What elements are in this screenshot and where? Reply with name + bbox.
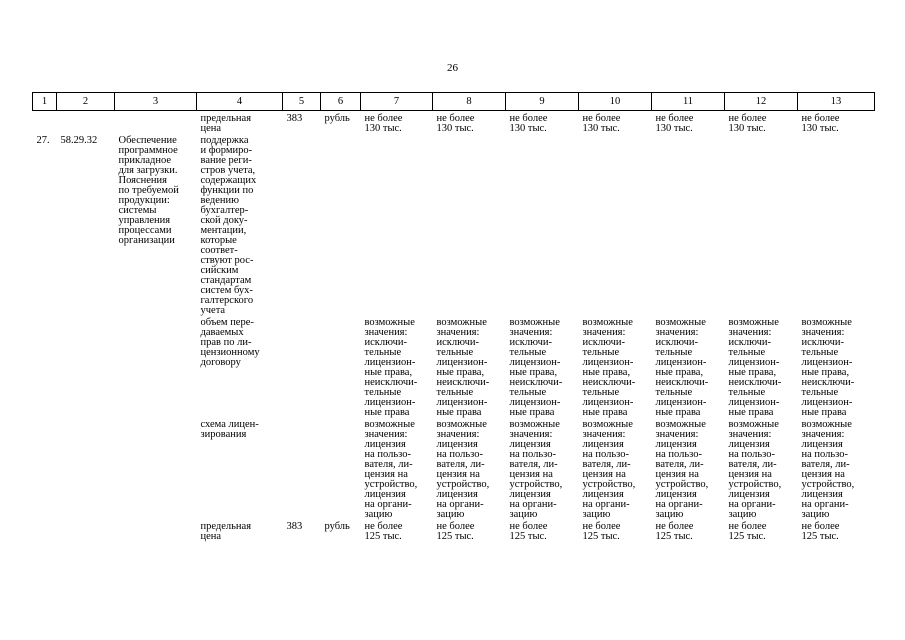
text-line: лицензия — [582, 439, 624, 450]
text-line: галтерского — [200, 295, 254, 306]
text-line: исключи- — [728, 337, 771, 348]
text-line: возможные — [509, 317, 560, 328]
text-line: неисключи- — [364, 377, 418, 388]
text-line: организации — [118, 235, 175, 246]
text-line: не более — [582, 521, 621, 532]
text-line: неисключи- — [728, 377, 782, 388]
text-line: не более — [728, 113, 767, 124]
unit-code-cell: 383 — [286, 113, 303, 124]
text-line: возможные — [655, 419, 706, 430]
text-line: прав по ли- — [200, 337, 252, 348]
text-line: возможные — [582, 419, 633, 430]
table-row — [33, 317, 875, 419]
characteristic-cell — [197, 521, 283, 543]
text-line: устройство, — [436, 479, 490, 490]
text-line: цензионному — [200, 347, 260, 358]
value-cell-col-11 — [652, 419, 725, 521]
value-cell-col-11 — [652, 521, 725, 543]
text-line: 125 тыс. — [655, 531, 693, 542]
text-line: зацию — [655, 509, 684, 520]
text-line: на органи- — [801, 499, 849, 510]
text-line: вателя, ли- — [582, 459, 631, 470]
characteristic-cell — [197, 419, 283, 521]
text-line: 125 тыс. — [364, 531, 402, 542]
text-line: вателя, ли- — [364, 459, 413, 470]
okpd-code-cell — [57, 419, 115, 521]
row-number-cell — [33, 419, 57, 521]
column-header-11: 11 — [652, 93, 725, 111]
text-line: предельная — [200, 113, 252, 124]
column-header-6: 6 — [321, 93, 361, 111]
text-line: для загрузки. — [118, 165, 178, 176]
text-line: лицензия — [801, 489, 843, 500]
text-line: значения: — [728, 429, 772, 440]
table-row — [33, 419, 875, 521]
text-line: устройство, — [582, 479, 636, 490]
header-row — [33, 93, 875, 111]
text-line: вателя, ли- — [728, 459, 777, 470]
unit-code-cell — [283, 317, 321, 419]
value-cell-col-9 — [506, 317, 579, 419]
text-line: исключи- — [509, 337, 552, 348]
okpd-code-cell: 58.29.32 — [60, 135, 98, 146]
text-line: исключи- — [364, 337, 407, 348]
text-line: не более — [801, 521, 840, 532]
text-line: на пользо- — [436, 449, 483, 460]
text-line: прикладное — [118, 155, 171, 166]
text-line: возможные — [801, 419, 852, 430]
unit-name-cell — [321, 135, 361, 317]
value-cell-col-12 — [725, 111, 798, 136]
text-line: не более — [436, 521, 475, 532]
text-line: лицензион- — [655, 357, 707, 368]
text-line: поддержка — [200, 135, 249, 146]
text-line: систем бух- — [200, 285, 253, 296]
text-line: значения: — [655, 327, 699, 338]
column-header-8: 8 — [433, 93, 506, 111]
text-line: тельные — [801, 387, 839, 398]
text-line: вание реги- — [200, 155, 252, 166]
text-line: на пользо- — [509, 449, 556, 460]
text-line: возможные — [436, 317, 487, 328]
value-cell-col-12 — [725, 135, 798, 317]
text-line: тельные — [509, 387, 547, 398]
text-line: устройство, — [364, 479, 418, 490]
text-line: значения: — [801, 429, 845, 440]
text-line: на органи- — [655, 499, 703, 510]
text-line: лицензия — [509, 489, 551, 500]
text-line: 125 тыс. — [801, 531, 839, 542]
text-line: 130 тыс. — [801, 123, 839, 134]
page-number: 26 — [447, 62, 458, 74]
text-line: не более — [801, 113, 840, 124]
text-line: неисключи- — [509, 377, 563, 388]
value-cell-col-11 — [652, 317, 725, 419]
text-line: управления — [118, 215, 171, 226]
text-line: цензия на — [364, 469, 408, 480]
column-header-1: 1 — [33, 93, 57, 111]
text-line: лицензия — [728, 439, 770, 450]
text-line: ные права — [655, 407, 701, 418]
product-name-cell — [115, 419, 197, 521]
unit-name-cell: рубль — [324, 113, 350, 124]
text-line: ные права — [436, 407, 482, 418]
text-line: лицензион- — [509, 357, 561, 368]
text-line: вателя, ли- — [655, 459, 704, 470]
column-header-9: 9 — [506, 93, 579, 111]
text-line: тельные — [364, 347, 402, 358]
text-line: которые — [200, 235, 237, 246]
text-line: лицензия — [801, 439, 843, 450]
text-line: ные права, — [509, 367, 558, 378]
text-line: на органи- — [436, 499, 484, 510]
value-cell-col-7 — [361, 135, 433, 317]
text-line: на пользо- — [582, 449, 629, 460]
text-line: учета — [200, 305, 226, 316]
value-cell-col-9 — [506, 111, 579, 136]
text-line: цена — [200, 531, 222, 542]
text-line: цензия на — [655, 469, 699, 480]
text-line: неисключи- — [655, 377, 709, 388]
value-cell-col-7 — [361, 521, 433, 543]
text-line: ской доку- — [200, 215, 248, 226]
text-line: лицензион- — [728, 397, 780, 408]
text-line: ведению — [200, 195, 240, 206]
text-line: системы — [118, 205, 157, 216]
column-header-5: 5 — [283, 93, 321, 111]
column-header-2: 2 — [57, 93, 115, 111]
text-line: ные права, — [364, 367, 413, 378]
value-cell-col-8 — [433, 419, 506, 521]
text-line: не более — [655, 113, 694, 124]
text-line: исключи- — [655, 337, 698, 348]
text-line: продукции: — [118, 195, 170, 206]
text-line: на пользо- — [728, 449, 775, 460]
text-line: не более — [582, 113, 621, 124]
value-cell-col-13 — [798, 111, 875, 136]
text-line: тельные — [582, 387, 620, 398]
text-line: на органи- — [728, 499, 776, 510]
text-line: 130 тыс. — [655, 123, 693, 134]
text-line: значения: — [364, 327, 408, 338]
text-line: не более — [436, 113, 475, 124]
text-line: лицензия — [364, 489, 406, 500]
text-line: 130 тыс. — [509, 123, 547, 134]
text-line: тельные — [436, 347, 474, 358]
text-line: тельные — [582, 347, 620, 358]
text-line: цензия на — [728, 469, 772, 480]
text-line: 125 тыс. — [728, 531, 766, 542]
text-line: ные права — [801, 407, 847, 418]
text-line: значения: — [436, 429, 480, 440]
text-line: устройство, — [801, 479, 855, 490]
value-cell-col-10 — [579, 521, 652, 543]
text-line: лицензион- — [509, 397, 561, 408]
text-line: сийским — [200, 265, 239, 276]
text-line: 125 тыс. — [436, 531, 474, 542]
text-line: значения: — [655, 429, 699, 440]
text-line: тельные — [801, 347, 839, 358]
text-line: лицензия — [436, 489, 478, 500]
text-line: на органи- — [582, 499, 630, 510]
text-line: возможные — [728, 317, 779, 328]
value-cell-col-11 — [652, 111, 725, 136]
table-row — [33, 521, 875, 543]
text-line: вателя, ли- — [509, 459, 558, 470]
requirements-table — [32, 92, 875, 543]
value-cell-col-13 — [798, 135, 875, 317]
text-line: ные права — [364, 407, 410, 418]
text-line: лицензион- — [364, 357, 416, 368]
text-line: функции по — [200, 185, 254, 196]
text-line: стров учета, — [200, 165, 256, 176]
text-line: возможные — [582, 317, 633, 328]
characteristic-cell — [197, 111, 283, 136]
text-line: исключи- — [801, 337, 844, 348]
text-line: 125 тыс. — [509, 531, 547, 542]
value-cell-col-9 — [506, 135, 579, 317]
text-line: значения: — [582, 429, 626, 440]
text-line: 130 тыс. — [436, 123, 474, 134]
okpd-code-cell — [57, 111, 115, 136]
text-line: на пользо- — [364, 449, 411, 460]
text-line: программное — [118, 145, 178, 156]
text-line: лицензион- — [582, 397, 634, 408]
text-line: ные права — [728, 407, 774, 418]
text-line: на органи- — [509, 499, 557, 510]
text-line: 130 тыс. — [364, 123, 402, 134]
text-line: возможные — [364, 419, 415, 430]
text-line: стандартам — [200, 275, 252, 286]
unit-name-cell: рубль — [324, 521, 350, 532]
table-row — [33, 111, 875, 136]
column-header-3: 3 — [115, 93, 197, 111]
text-line: лицензия — [655, 439, 697, 450]
value-cell-col-8 — [433, 135, 506, 317]
text-line: 130 тыс. — [728, 123, 766, 134]
value-cell-col-12 — [725, 419, 798, 521]
table-row — [33, 135, 875, 317]
product-name-cell — [115, 521, 197, 543]
text-line: лицензион- — [582, 357, 634, 368]
unit-code-cell: 383 — [286, 521, 303, 532]
text-line: тельные — [509, 347, 547, 358]
unit-code-cell — [283, 419, 321, 521]
text-line: зацию — [801, 509, 830, 520]
value-cell-col-13 — [798, 521, 875, 543]
value-cell-col-10 — [579, 419, 652, 521]
text-line: лицензия — [728, 489, 770, 500]
text-line: содержащих — [200, 175, 257, 186]
value-cell-col-7 — [361, 317, 433, 419]
text-line: ные права — [582, 407, 628, 418]
text-line: лицензион- — [655, 397, 707, 408]
characteristic-cell — [197, 317, 283, 419]
text-line: вателя, ли- — [436, 459, 485, 470]
text-line: возможные — [364, 317, 415, 328]
text-line: ментации, — [200, 225, 247, 236]
text-line: зацию — [582, 509, 611, 520]
text-line: зацию — [436, 509, 465, 520]
text-line: схема лицен- — [200, 419, 259, 430]
value-cell-col-8 — [433, 317, 506, 419]
text-line: тельные — [655, 387, 693, 398]
text-line: ные права, — [582, 367, 631, 378]
text-line: по требуемой — [118, 185, 179, 196]
value-cell-col-13 — [798, 317, 875, 419]
text-line: лицензия — [582, 489, 624, 500]
text-line: ствуют рос- — [200, 255, 254, 266]
text-line: возможные — [509, 419, 560, 430]
text-line: объем пере- — [200, 317, 254, 328]
text-line: тельные — [728, 387, 766, 398]
text-line: и формиро- — [200, 145, 253, 156]
row-number-cell — [33, 317, 57, 419]
product-name-cell — [115, 111, 197, 136]
value-cell-col-8 — [433, 111, 506, 136]
text-line: значения: — [436, 327, 480, 338]
text-line: возможные — [728, 419, 779, 430]
value-cell-col-7 — [361, 111, 433, 136]
column-header-10: 10 — [579, 93, 652, 111]
text-line: неисключи- — [801, 377, 855, 388]
text-line: устройство, — [509, 479, 563, 490]
text-line: не более — [728, 521, 767, 532]
text-line: на пользо- — [655, 449, 702, 460]
value-cell-col-7 — [361, 419, 433, 521]
text-line: значения: — [801, 327, 845, 338]
text-line: возможные — [655, 317, 706, 328]
okpd-code-cell — [57, 521, 115, 543]
text-line: предельная — [200, 521, 252, 532]
characteristic-cell — [197, 135, 283, 317]
value-cell-col-10 — [579, 111, 652, 136]
unit-name-cell — [321, 317, 361, 419]
text-line: зацию — [364, 509, 393, 520]
text-line: лицензион- — [728, 357, 780, 368]
text-line: не более — [364, 113, 403, 124]
text-line: ные права, — [801, 367, 850, 378]
text-line: устройство, — [728, 479, 782, 490]
text-line: ные права — [509, 407, 555, 418]
text-line: лицензион- — [436, 397, 488, 408]
text-line: устройство, — [655, 479, 709, 490]
text-line: лицензия — [655, 489, 697, 500]
column-header-7: 7 — [361, 93, 433, 111]
row-number-cell: 27. — [36, 135, 50, 146]
text-line: тельные — [728, 347, 766, 358]
text-line: не более — [509, 113, 548, 124]
value-cell-col-8 — [433, 521, 506, 543]
text-line: тельные — [655, 347, 693, 358]
text-line: тельные — [364, 387, 402, 398]
text-line: возможные — [436, 419, 487, 430]
text-line: цензия на — [509, 469, 553, 480]
text-line: значения: — [509, 429, 553, 440]
text-line: даваемых — [200, 327, 244, 338]
text-line: лицензия — [509, 439, 551, 450]
text-line: значения: — [509, 327, 553, 338]
product-name-cell — [115, 317, 197, 419]
value-cell-col-13 — [798, 419, 875, 521]
text-line: соответ- — [200, 245, 238, 256]
text-line: вателя, ли- — [801, 459, 850, 470]
value-cell-col-10 — [579, 317, 652, 419]
text-line: тельные — [436, 387, 474, 398]
text-line: не более — [509, 521, 548, 532]
row-number-cell — [33, 111, 57, 136]
text-line: лицензия — [364, 439, 406, 450]
text-line: возможные — [801, 317, 852, 328]
text-line: на органи- — [364, 499, 412, 510]
column-header-13: 13 — [798, 93, 875, 111]
value-cell-col-10 — [579, 135, 652, 317]
text-line: исключи- — [436, 337, 479, 348]
text-line: ные права, — [655, 367, 704, 378]
value-cell-col-9 — [506, 419, 579, 521]
text-line: значения: — [728, 327, 772, 338]
text-line: значения: — [364, 429, 408, 440]
text-line: зирования — [200, 429, 247, 440]
value-cell-col-12 — [725, 317, 798, 419]
unit-code-cell — [283, 135, 321, 317]
text-line: лицензион- — [801, 397, 853, 408]
value-cell-col-9 — [506, 521, 579, 543]
text-line: исключи- — [582, 337, 625, 348]
text-line: ные права, — [728, 367, 777, 378]
text-line: неисключи- — [436, 377, 490, 388]
text-line: цензия на — [801, 469, 845, 480]
value-cell-col-11 — [652, 135, 725, 317]
text-line: лицензион- — [364, 397, 416, 408]
text-line: не более — [655, 521, 694, 532]
value-cell-col-12 — [725, 521, 798, 543]
text-line: цензия на — [436, 469, 480, 480]
text-line: на пользо- — [801, 449, 848, 460]
text-line: процессами — [118, 225, 172, 236]
text-line: 130 тыс. — [582, 123, 620, 134]
product-name-cell — [115, 135, 197, 317]
text-line: Обеспечение — [118, 135, 177, 146]
text-line: не более — [364, 521, 403, 532]
text-line: Пояснения — [118, 175, 167, 186]
table-body — [33, 111, 875, 544]
text-line: лицензион- — [436, 357, 488, 368]
text-line: неисключи- — [582, 377, 636, 388]
text-line: цензия на — [582, 469, 626, 480]
text-line: цена — [200, 123, 222, 134]
row-number-cell — [33, 521, 57, 543]
text-line: значения: — [582, 327, 626, 338]
text-line: зацию — [509, 509, 538, 520]
text-line: 125 тыс. — [582, 531, 620, 542]
unit-name-cell — [321, 419, 361, 521]
text-line: зацию — [728, 509, 757, 520]
text-line: бухгалтер- — [200, 205, 249, 216]
okpd-code-cell — [57, 317, 115, 419]
text-line: лицензия — [436, 439, 478, 450]
text-line: ные права, — [436, 367, 485, 378]
text-line: договору — [200, 357, 241, 368]
column-header-4: 4 — [197, 93, 283, 111]
text-line: лицензион- — [801, 357, 853, 368]
column-header-12: 12 — [725, 93, 798, 111]
